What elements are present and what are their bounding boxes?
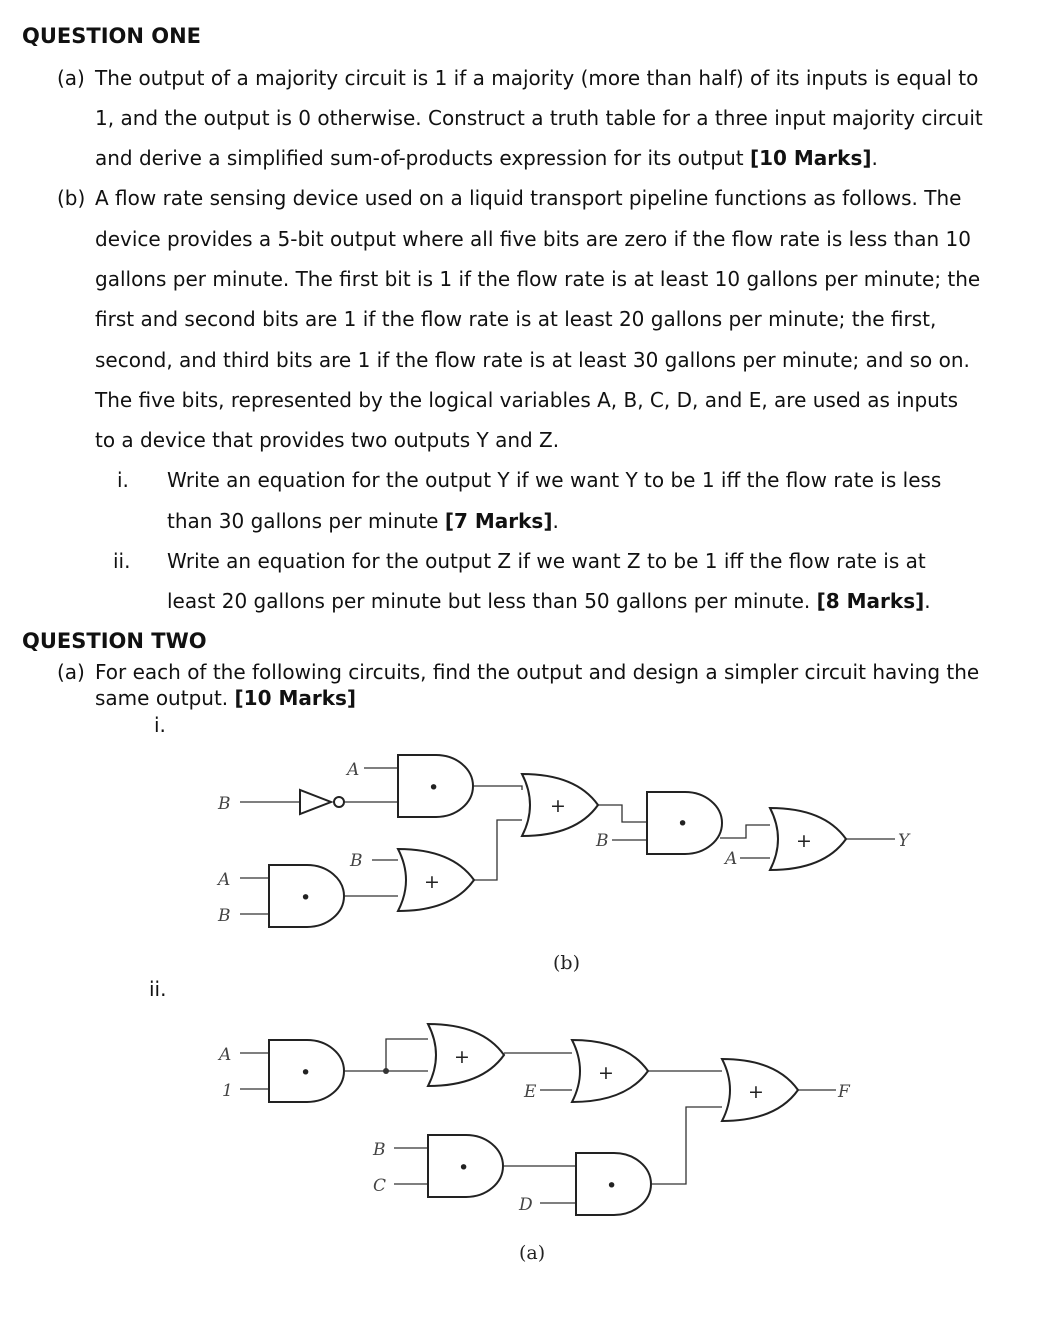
or-gate-a2-symbol: + <box>598 1062 614 1084</box>
q1b-i-label: i. <box>117 468 129 492</box>
and-gate-a3-symbol: • <box>606 1175 618 1197</box>
question-two-title: QUESTION TWO <box>22 629 207 653</box>
or-gate-b3-symbol: + <box>796 830 812 852</box>
circuit-b <box>216 755 911 974</box>
not-gate-b <box>300 790 331 814</box>
caption-b: (b) <box>553 952 580 974</box>
and-gate-b1-symbol: • <box>428 777 440 799</box>
q1b-line-5: second, and third bits are 1 if the flow rate is at least 30 gallons per minute; and so on. <box>95 348 970 372</box>
q2a-i-label: i. <box>154 713 166 737</box>
and-gate-a1-symbol: • <box>300 1062 312 1084</box>
question-one-title: QUESTION ONE <box>22 24 202 48</box>
q1b-line-4: first and second bits are 1 if the flow rate is at least 20 gallons per minute; the first, <box>95 307 937 331</box>
q2a-line-1: For each of the following circuits, find the output and design a simpler circuit having the <box>95 660 980 684</box>
or-gate-b2-symbol: + <box>550 795 566 817</box>
q2a-label: (a) <box>57 660 85 684</box>
q1b-line-7: to a device that provides two outputs Y and Z. <box>95 428 560 452</box>
q1b-i-line-2: than 30 gallons per minute [7 Marks]. <box>167 509 559 533</box>
q1a-line-1: The output of a majority circuit is 1 if a majority (more than half) of its inputs is equal to <box>95 66 979 90</box>
q1b-line-2: device provides a 5-bit output where all five bits are zero if the flow rate is less than 10 <box>95 227 971 251</box>
or-gate-a1-symbol: + <box>454 1046 470 1068</box>
label-a-f-out: F <box>838 1082 850 1102</box>
label-a-b-in: B <box>373 1140 386 1160</box>
and-gate-b2-symbol: • <box>300 887 312 909</box>
q2a-ii-label: ii. <box>149 977 167 1001</box>
label-a-c-in: C <box>373 1176 387 1196</box>
q1a-line-3: and derive a simplified sum-of-products expression for its output [10 Marks]. <box>95 146 878 170</box>
q1a-label: (a) <box>57 66 85 90</box>
q1b-ii-line-2: least 20 gallons per minute but less than 50 gallons per minute. [8 Marks]. <box>167 589 931 613</box>
and-gate-a2-symbol: • <box>458 1157 470 1179</box>
label-a-one-in: 1 <box>222 1081 233 1101</box>
label-a-d-in: D <box>519 1195 533 1215</box>
caption-a: (a) <box>519 1242 546 1264</box>
q1b-line-3: gallons per minute. The first bit is 1 if the flow rate is at least 10 gallons per minute; the <box>95 267 981 291</box>
q1a-line-2: 1, and the output is 0 otherwise. Construct a truth table for a three input majority circuit <box>95 106 983 130</box>
q1b-ii-line-1: Write an equation for the output Z if we want Z to be 1 iff the flow rate is at <box>167 549 926 573</box>
q1b-i-line-1: Write an equation for the output Y if we want Y to be 1 iff the flow rate is less <box>167 468 942 492</box>
label-b-b-or: B <box>350 851 363 871</box>
label-b-a-and: A <box>218 870 231 890</box>
circuit-a <box>217 1024 851 1264</box>
label-b-b-and: B <box>218 906 231 926</box>
not-bubble-b <box>334 797 344 807</box>
label-b-y-out: Y <box>898 831 910 851</box>
label-b-a-top: A <box>347 760 360 780</box>
q1b-line-1: A flow rate sensing device used on a liquid transport pipeline functions as follows. The <box>95 186 962 210</box>
label-b-a-or2: A <box>725 849 738 869</box>
q2a-line-2: same output. [10 Marks] <box>95 686 357 710</box>
or-gate-a3-symbol: + <box>748 1081 764 1103</box>
label-a-e-in: E <box>524 1082 537 1102</box>
label-b-b-in: B <box>218 794 231 814</box>
label-b-b-and2: B <box>596 831 609 851</box>
q1b-label: (b) <box>57 186 86 210</box>
q1b-ii-label: ii. <box>113 549 131 573</box>
q1b-line-6: The five bits, represented by the logical variables A, B, C, D, and E, are used as inputs <box>95 388 959 412</box>
and-gate-b3-symbol: • <box>677 813 689 835</box>
label-a-a-in: A <box>219 1045 232 1065</box>
or-gate-b1-symbol: + <box>424 871 440 893</box>
